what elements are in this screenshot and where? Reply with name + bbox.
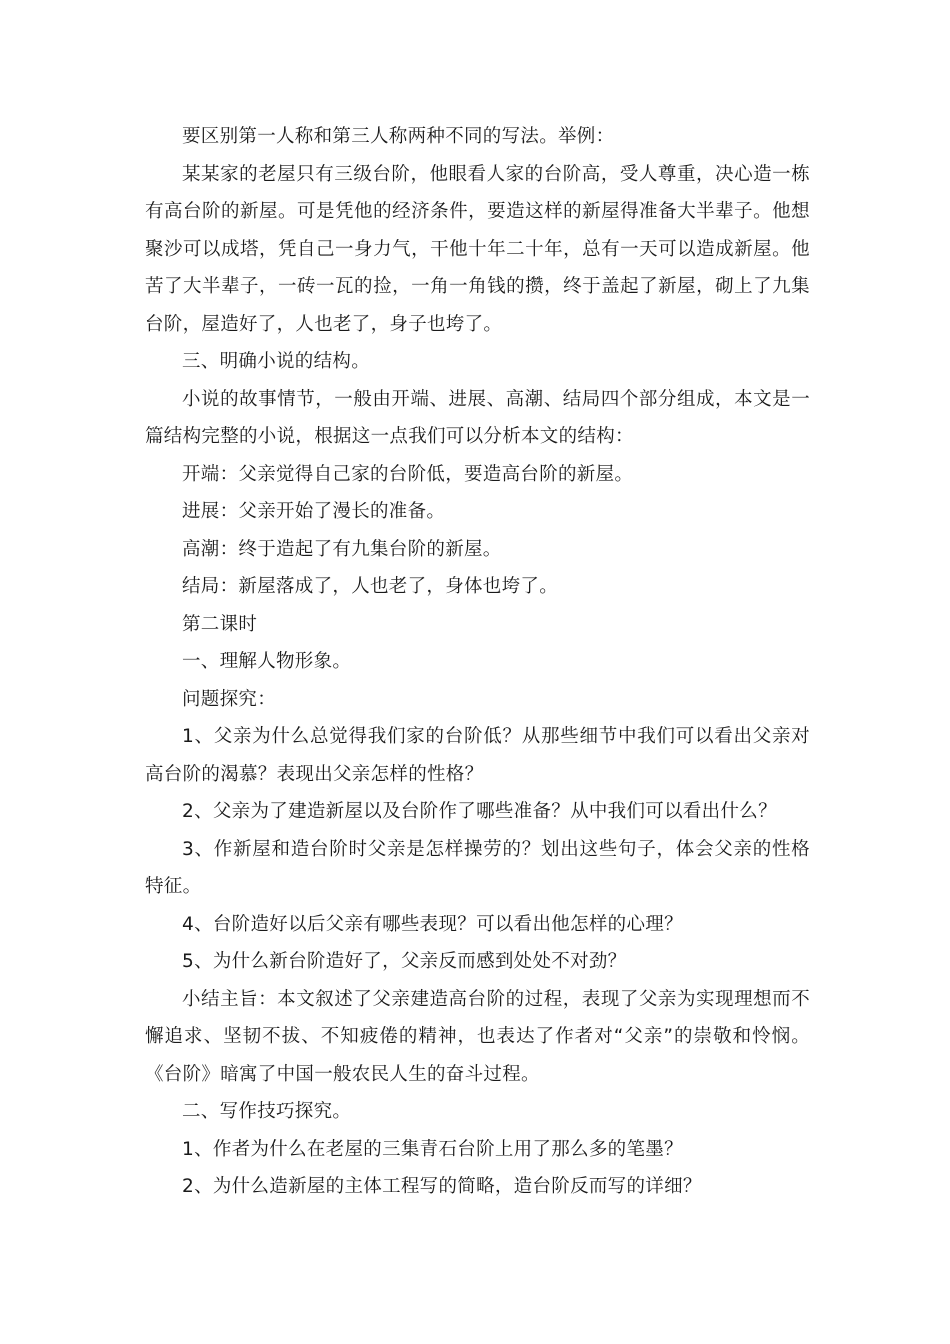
question-1: 1、父亲为什么总觉得我们家的台阶低？从那些细节中我们可以看出父亲对高台阶的渴慕？表现出父亲怎样的性格？	[145, 726, 810, 785]
question-2: 2、父亲为了建造新屋以及台阶作了哪些准备？从中我们可以看出什么？	[182, 801, 777, 822]
document-body	[145, 118, 810, 1206]
question-3: 3、作新屋和造台阶时父亲是怎样操劳的？划出这些句子，体会父亲的性格特征。	[145, 838, 810, 897]
paragraph-structure-intro: 小说的故事情节，一般由开端、进展、高潮、结局四个部分组成，本文是一篇结构完整的小说，根据这一点我们可以分析本文的结构：	[145, 388, 810, 447]
structure-development: 进展：父亲开始了漫长的准备。	[182, 501, 446, 522]
heading-structure: 三、明确小说的结构。	[182, 351, 371, 372]
heading-character: 一、理解人物形象。	[182, 651, 352, 672]
heading-writing-technique: 二、写作技巧探究。	[182, 1101, 352, 1122]
technique-question-1: 1、作者为什么在老屋的三集青石台阶上用了那么多的笔墨？	[182, 1138, 683, 1160]
question-5: 5、为什么新台阶造好了，父亲反而感到处处不对劲？	[182, 951, 627, 972]
structure-ending: 结局：新屋落成了，人也老了，身体也垮了。	[182, 576, 559, 597]
heading-second-lesson: 第二课时	[182, 613, 258, 635]
technique-question-2: 2、为什么造新屋的主体工程写的简略，造台阶反而写的详细？	[182, 1176, 702, 1197]
question-4: 4、台阶造好以后父亲有哪些表现？可以看出他怎样的心理？	[182, 913, 683, 935]
paragraph-example-story: 某某家的老屋只有三级台阶，他眼看人家的台阶高，受人尊重，决心造一栋有高台阶的新屋。可是凭他的经济条件，要造这样的新屋得准备大半辈子。他想聚沙可以成塔，凭自己一身力气，干他十年二十年，总有一天可以造成新屋。他苦了大半辈子，一砖一瓦的捡，一角一角钱的攒，终于盖起了新屋，砌上了九集台阶，屋造好了，人也老了，身子也垮了。	[145, 163, 810, 335]
heading-questions: 问题探究：	[182, 688, 277, 710]
paragraph-person-perspective: 要区别第一人称和第三人称两种不同的写法。举例：	[182, 126, 615, 147]
paragraph-summary: 小结主旨：本文叙述了父亲建造高台阶的过程，表现了父亲为实现理想而不懈追求、坚韧不拔、不知疲倦的精神，也表达了作者对“父亲”的崇敬和怜悯。《台阶》暗寓了中国一般农民人生的奋斗过程。	[145, 988, 810, 1085]
structure-climax: 高潮：终于造起了有九集台阶的新屋。	[182, 538, 502, 560]
structure-opening: 开端：父亲觉得自己家的台阶低，要造高台阶的新屋。	[182, 463, 634, 485]
